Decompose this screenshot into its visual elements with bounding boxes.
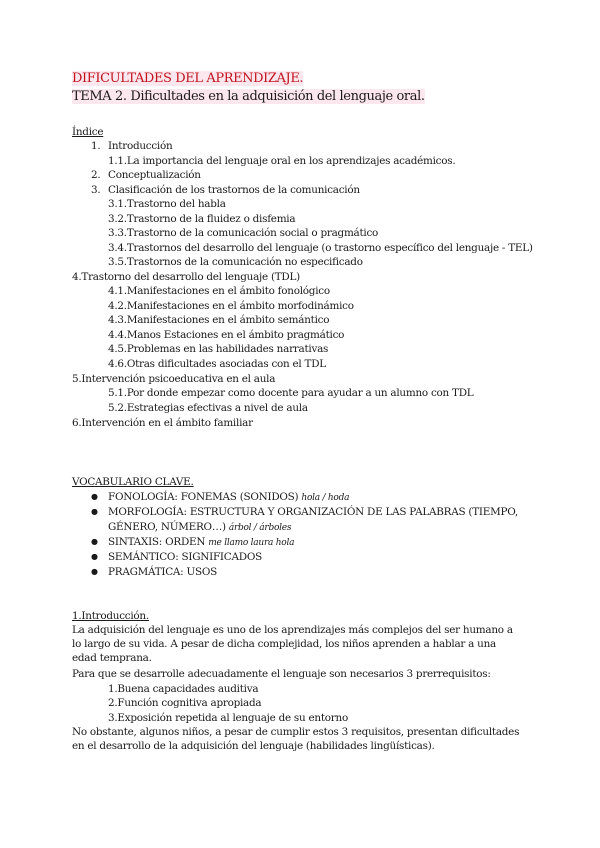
document-title-text: DIFICULTADES DEL APRENDIZAJE. bbox=[72, 71, 304, 86]
document-subtitle-text: TEMA 2. Dificultades en la adquisición del lenguaje oral. bbox=[72, 89, 425, 104]
index-subitem: 4.3.Manifestaciones en el ámbito semántico bbox=[108, 314, 330, 326]
index-subitem: 5.1.Por donde empezar como docente para ayudar a un alumno con TDL bbox=[108, 387, 474, 399]
index-item-5: 5.Intervención psicoeducativa en el aula bbox=[72, 373, 276, 385]
index-item-4: 4.Trastorno del desarrollo del lenguaje (TDL) bbox=[72, 271, 300, 283]
document-subtitle bbox=[72, 90, 425, 104]
bullet-icon: ● bbox=[91, 552, 98, 561]
requirement-item: 2.Función cognitiva apropiada bbox=[108, 697, 262, 709]
intro-paragraph-1: La adquisición del lenguaje es uno de los aprendizajes más complejos del ser humano a lo largo de su vida. A pesar de dicha complejidad, los niños aprenden a hablar a una edad temprana. bbox=[72, 624, 513, 664]
index-subitem: 5.2.Estrategias efectivas a nivel de aula bbox=[108, 402, 308, 414]
bullet-icon: ● bbox=[91, 537, 98, 546]
intro-paragraph-3: No obstante, algunos niños, a pesar de cumplir estos 3 requisitos, presentan dificultades en el desarrollo de la adquisición del lenguaje (habilidades lingüísticas). bbox=[72, 726, 520, 752]
index-subitem: 3.5.Trastornos de la comunicación no especificado bbox=[108, 256, 363, 268]
index-subitem: 1.1.La importancia del lenguaje oral en los aprendizajes académicos. bbox=[108, 155, 456, 167]
index-heading: Índice bbox=[72, 126, 104, 138]
intro-paragraph-2: Para que se desarrolle adecuadamente el lenguaje son necesarios 3 prerrequisitos: bbox=[72, 668, 491, 680]
bullet-icon: ● bbox=[91, 567, 98, 576]
index-item-6: 6.Intervención en el ámbito familiar bbox=[72, 417, 253, 429]
requirement-item: 1.Buena capacidades auditiva bbox=[108, 683, 259, 695]
bullet-icon: ● bbox=[91, 507, 98, 516]
index-subitem: 4.6.Otras dificultades asociadas con el TDL bbox=[108, 358, 326, 370]
vocab-item-continuation: GÉNERO, NÚMERO…) árbol / árboles bbox=[108, 521, 292, 533]
index-subitem: 3.1.Trastorno del habla bbox=[108, 198, 226, 210]
vocab-heading: VOCABULARIO CLAVE. bbox=[72, 476, 194, 488]
index-subitem: 4.1.Manifestaciones en el ámbito fonológico bbox=[108, 285, 330, 297]
requirement-item: 3.Exposición repetida al lenguaje de su entorno bbox=[108, 712, 348, 724]
document-page: DIFICULTADES DEL APRENDIZAJE. TEMA 2. Dificultades en la adquisición del lenguaje oral. Índice 1. Introducción 1.1.La importancia del lenguaje oral en los aprendizajes académicos. 2. Conceptualización 3. Clasificación de los trastornos de la comunicación 3.1.Trastorno del habla 3.2.Trastorno de la fluidez o disfemia 3.3.Trastorno de la comunicación social o pragmático 3.4.Trastornos del desarrollo del lenguaje (o trastorno específico del lenguaje - TEL) 3.5.Trastornos de la comunicación no especificado 4.Trastorno del desarrollo del lenguaje (TDL) 4.1.Manifestaciones en el ámbito fonológico 4.2.Manifestaciones en el ámbito morfodinámico 4.3.Manifestaciones en el ámbito semántico 4.4.Manos Estaciones en el ámbito pragmático 4.5.Problemas en las habilidades narrativas 4.6.Otras dificultades asociadas con el TDL 5.Intervención psicoeducativa en el aula 5.1.Por donde empezar como docente para ayudar a un alumno con TDL 5.2.Estrategias efectivas a nivel de aula 6.Intervención en el ámbito familiar VOCABULARIO CLAVE. ● FONOLOGÍA: FONEMAS (SONIDOS) hola / hoda ● MORFOLOGÍA: ESTRUCTURA Y ORGANIZACIÓN DE LAS PALABRAS (TIEMPO, GÉNERO, NÚMERO…) árbol / árboles ● SINTAXIS: ORDEN me llamo laura hola ● SEMÁNTICO: SIGNIFICADOS ● PRAGMÁTICA: USOS 1.Introducción. La adquisición del lenguaje es uno de los aprendizajes más complejos del ser humano a lo largo de su vida. A pesar de dicha complejidad, los niños aprenden a hablar a una edad temprana. Para que se desarrolle adecuadamente el lenguaje son necesarios 3 prerrequisitos: 1.Buena capacidades auditiva 2.Función cognitiva apropiada 3.Exposición repetida al lenguaje de su entorno No obstante, algunos niños, a pesar de cumplir estos 3 requisitos, presentan dificultades en el desarrollo de la adquisición del lenguaje (habilidades lingüísticas). bbox=[72, 71, 533, 752]
bullet-icon: ● bbox=[91, 492, 98, 501]
index-subitem: 4.4.Manos Estaciones en el ámbito pragmático bbox=[108, 329, 345, 341]
index-subitem: 3.4.Trastornos del desarrollo del lenguaje (o trastorno específico del lenguaje - TEL) bbox=[108, 242, 533, 254]
index-subitem: 4.5.Problemas en las habilidades narrativas bbox=[108, 343, 329, 355]
index-subitem: 4.2.Manifestaciones en el ámbito morfodinámico bbox=[108, 300, 354, 312]
index-subitem: 3.2.Trastorno de la fluidez o disfemia bbox=[108, 213, 296, 225]
intro-heading: 1.Introducción. bbox=[72, 610, 149, 622]
index-subitem: 3.3.Trastorno de la comunicación social o pragmático bbox=[108, 227, 379, 239]
document-title bbox=[72, 72, 303, 86]
